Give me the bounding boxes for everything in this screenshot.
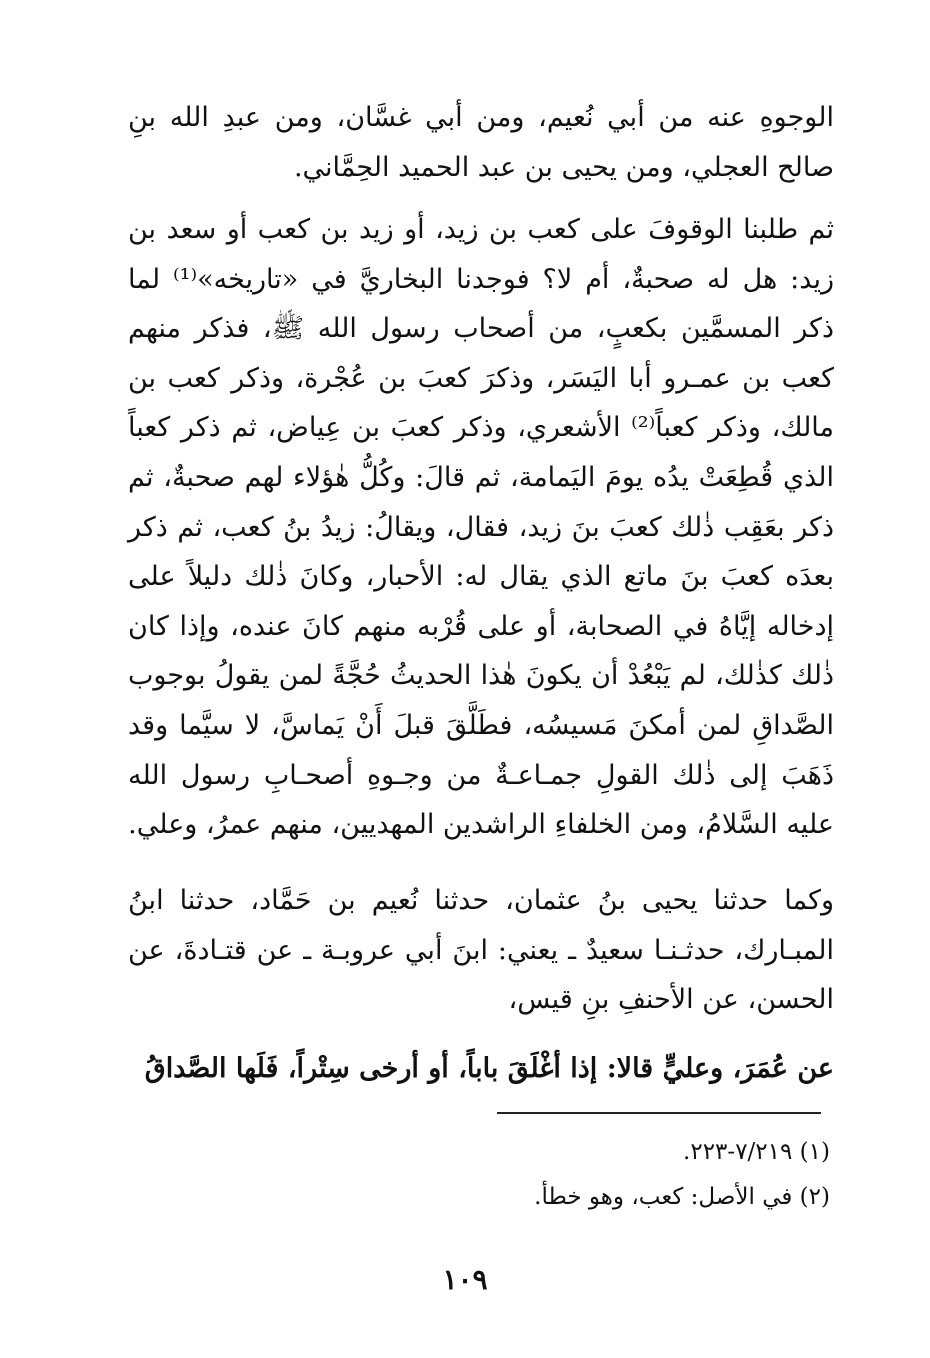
footnote-2: (٢) في الأصل: كعب، وهو خطأ.: [534, 1184, 830, 1210]
paragraph-kaab-ibn-zayd: ثم طلبنا الوقوفَ على كعب بن زيد، أو زيد بن كعب أو سعد بن زيد: هل له صحبةٌ، أم لا؟ فوجدنا البخاريَّ في «تاريخه»⁽¹⁾ لما ذكر المسمَّين بكعبٍ، من أصحاب رسول الله ﷺ، فذكر منهم كعب بن عمـرو أبا اليَسَر، وذكرَ كعبَ بن عُجْرة، وذكر كعب بن مالك، وذكر كعباً⁽²⁾ الأشعري، وذكر كعبَ بن عِياض، ثم ذكر كعباً الذي قُطِعَتْ يدُه يومَ اليَمامة، ثم قالَ: وكُلُّ هٰؤلاء لهم صحبةٌ، ثم ذكر بعَقِب ذٰلك كعبَ بنَ زيد، فقال، ويقالُ: زيدُ بنُ كعب، ثم ذكر بعدَه كعبَ بنَ ماتع الذي يقال له: الأحبار، وكانَ ذٰلك دليلاً على إدخاله إيَّاهُ في الصحابة، أو على قُرْبه منهم كانَ عنده، وإذا كان ذٰلك كذٰلك، لم يَبْعُدْ أن يكونَ هٰذا الحديثُ حُجَّةً لمن يقولُ بوجوب الصَّداقِ لمن أمكنَ مَسيسُه، فطَلَّقَ قبلَ أَنْ يَماسَّ، لا سيَّما وقد ذَهَبَ إلى ذٰلك القولِ جمـاعـةٌ من وجـوهِ أصحـابِ رسول الله عليه السَّلامُ، ومن الخلفاءِ الراشدين المهديين، منهم عمرُ، وعلي.: [128, 214, 835, 841]
paragraph-continuation: الوجوهِ عنه من أبي نُعيم، ومن أبي غسَّان، ومن عبدِ الله بنِ صالح العجلي، ومن يحيى بن عبد الحميد الحِمَّاني.: [128, 102, 834, 183]
footnotes: [400, 1130, 830, 1220]
footnote-1: (١) ٧/٢١٩-٢٢٣.: [683, 1139, 830, 1165]
page-number: ١٠٩: [442, 1263, 488, 1296]
paragraph-hadith-text: عن عُمَرَ، وعليٍّ قالا: إذا أغْلَقَ باباً، أو أرخى سِتْراً، فَلَها الصَّداقُ: [144, 1053, 834, 1084]
footnote-divider: [497, 1112, 821, 1114]
paragraph-isnad: وكما حدثنا يحيى بنُ عثمان، حدثنا نُعيم بن حَمَّاد، حدثنا ابنُ المبـارك، حدثـنـا سعيدٌ ـ يعني: ابنَ أبي عروبـة ـ عن قتـادةَ، عن الحسن، عن الأحنفِ بنِ قيس،: [128, 885, 834, 1016]
